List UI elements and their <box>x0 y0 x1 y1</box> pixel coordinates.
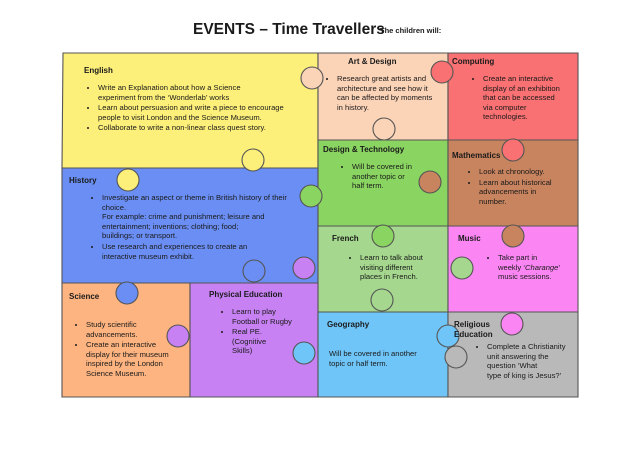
re-geography-knob <box>445 346 467 368</box>
dt-french-knob <box>372 225 394 247</box>
english-list <box>86 83 326 134</box>
art-dt-knob <box>373 118 395 140</box>
art-heading: Art & Design <box>348 57 397 66</box>
list-item: • Learn to play Football or Rugby <box>232 307 318 326</box>
art-list <box>325 74 459 113</box>
pe-heading: Physical Education <box>209 290 283 299</box>
re-list <box>475 342 589 381</box>
geography-text: Will be covered in another topic or half term. <box>329 349 417 368</box>
maths-heading: Mathematics <box>452 151 501 160</box>
list-item: • Use research and experiences to create an interactive museum exhibit. <box>102 242 328 261</box>
history-science-knob <box>116 282 138 304</box>
list-item: • Collaborate to write a non-linear class quest story. <box>98 123 326 133</box>
english-history-knob <box>117 169 139 191</box>
maths-music-knob <box>502 225 524 247</box>
english-heading: English <box>84 66 113 75</box>
history-heading: History <box>69 176 97 185</box>
list-item: • Create an interactive display for their museum inspired by the London Science Museum. <box>86 340 200 378</box>
science-list <box>74 320 200 380</box>
geography-heading: Geography <box>327 320 370 329</box>
list-item: • Look at chronology. <box>479 167 587 177</box>
list-item: • Study scientific advancements. <box>86 320 200 339</box>
pe-list <box>220 307 318 357</box>
science-heading: Science <box>69 292 100 301</box>
music-heading: Music <box>458 234 481 243</box>
re-heading: Religious Education <box>454 320 493 339</box>
dt-heading: Design & Technology <box>323 145 405 154</box>
page-subtitle: The children will: <box>380 26 442 35</box>
music-text-start: Take part in weekly ‘ <box>498 253 538 272</box>
page-title: EVENTS – Time Travellers <box>193 21 385 38</box>
list-item: • Real PE. (Cognitive Skills) <box>232 327 318 356</box>
history-pe-knob <box>243 260 265 282</box>
list-item <box>498 253 588 282</box>
english-dt-knob <box>242 149 264 171</box>
computing-list <box>471 74 589 123</box>
list-item: • Learn about persuasion and write a piece to encourage people to visit London and the Science Museum. <box>98 103 326 122</box>
list-item: • Learn about historical advancements in number. <box>479 178 587 207</box>
music-re-knob <box>501 313 523 335</box>
history-list <box>90 193 328 262</box>
charange-text: Charange <box>525 262 559 272</box>
french-heading: French <box>332 234 359 243</box>
list-item: • Write an Explanation about how a Science experiment from the ‘Wonderlab’ works <box>98 83 326 102</box>
french-list <box>348 253 456 283</box>
dt-list <box>340 162 448 192</box>
computing-maths-knob <box>502 139 524 161</box>
french-geography-knob <box>371 289 393 311</box>
list-item: • Complete a Christianity unit answering the question ‘What type of king is Jesus?’ <box>487 342 589 380</box>
music-text-end: ’ music sessions. <box>498 262 561 282</box>
list-item: • Research great artists and architecture and see how it can be affected by moments in history. <box>337 74 459 112</box>
computing-heading: Computing <box>452 57 495 66</box>
list-item: • Will be covered in another topic or half term. <box>352 162 448 191</box>
list-item: • Learn to talk about visiting different places in French. <box>360 253 456 282</box>
maths-list <box>467 167 587 207</box>
list-item: • Investigate an aspect or theme in British history of their choice. For example: crime and punishment; leisure and entertainment; inventions; clothing; food; buildings; or transport. <box>102 193 328 241</box>
list-item: • Create an interactive display of an exhibition that can be accessed via computer technologies. <box>483 74 589 122</box>
music-list <box>486 253 588 283</box>
